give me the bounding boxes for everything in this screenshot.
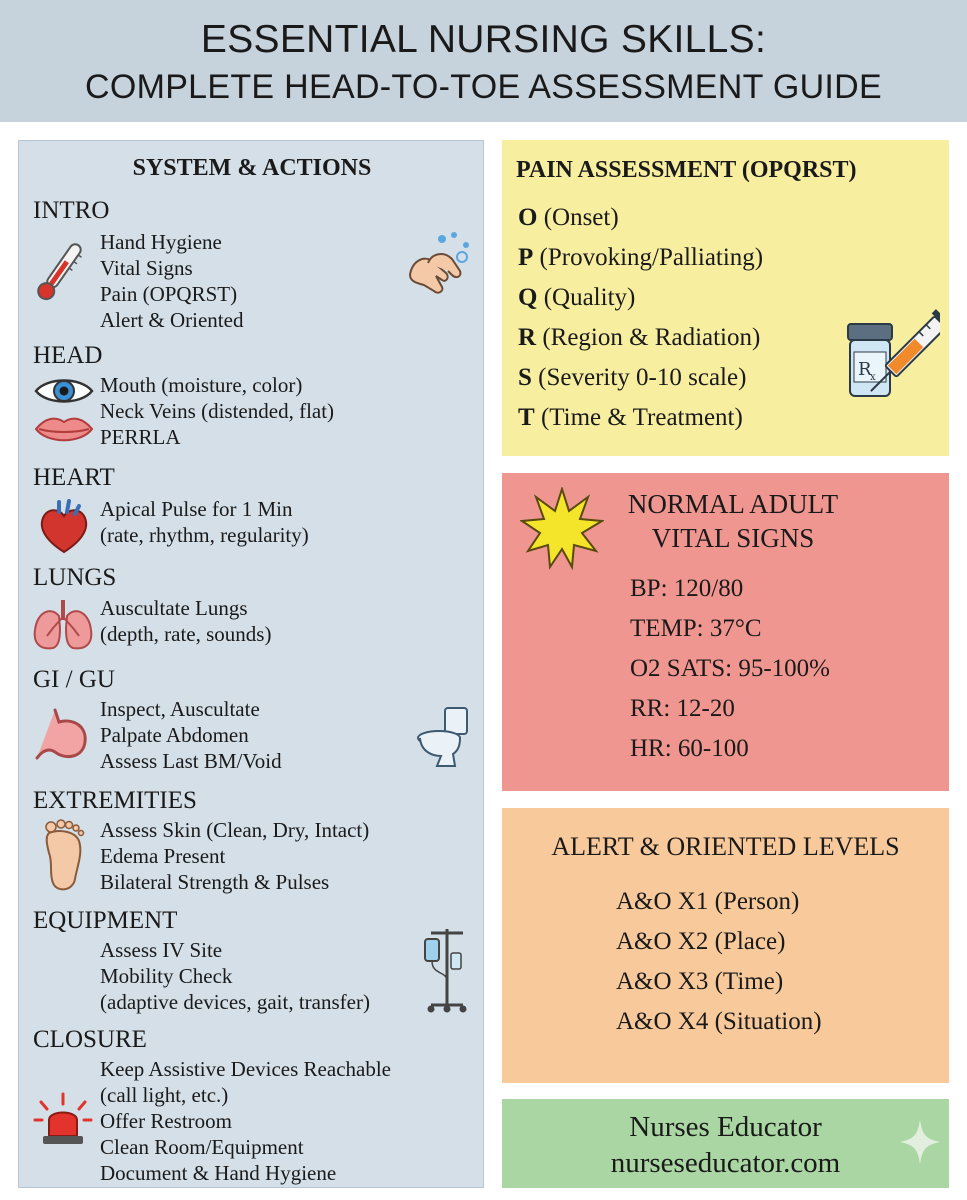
ao-item: A&O X1 (Person)	[616, 888, 800, 915]
action-item: (depth, rate, sounds)	[100, 622, 272, 646]
action-item: Assess IV Site	[100, 938, 223, 962]
ao-item: A&O X3 (Time)	[616, 968, 784, 995]
action-item: Palpate Abdomen	[100, 723, 249, 747]
action-item: Bilateral Strength & Pulses	[100, 870, 330, 894]
ao-item: A&O X2 (Place)	[616, 928, 786, 955]
section-heading: EQUIPMENT	[33, 907, 178, 934]
opqrst-text: (Onset)	[543, 204, 619, 231]
section-heading: CLOSURE	[33, 1026, 147, 1053]
opqrst-text: (Quality)	[543, 284, 636, 311]
brand-name: Nurses Educator	[629, 1111, 822, 1143]
vitals-title-line2: VITAL SIGNS	[651, 523, 815, 553]
action-item: (adaptive devices, gait, transfer)	[100, 990, 370, 1014]
vital-item: BP: 120/80	[630, 575, 744, 602]
iv-pole-icon	[417, 925, 473, 1015]
section-heading: HEART	[33, 464, 115, 491]
opqrst-item	[518, 324, 760, 352]
section-heading: INTRO	[33, 197, 110, 224]
section-heading: HEAD	[33, 342, 103, 369]
opqrst-item	[518, 284, 635, 312]
action-item: Pain (OPQRST)	[100, 282, 238, 306]
opqrst-letter: Q	[518, 284, 538, 311]
foot-icon	[39, 819, 89, 895]
starburst-icon	[520, 487, 604, 571]
opqrst-item	[518, 244, 763, 272]
action-item: Mobility Check	[100, 964, 233, 988]
action-item: Assess Skin (Clean, Dry, Intact)	[100, 818, 370, 842]
heart-icon	[35, 498, 93, 556]
ao-item: A&O X4 (Situation)	[616, 1008, 822, 1035]
section-heading: EXTREMITIES	[33, 787, 197, 814]
opqrst-text: (Severity 0-10 scale)	[538, 364, 747, 391]
opqrst-text: (Time & Treatment)	[540, 404, 743, 431]
toilet-icon	[415, 704, 471, 770]
action-item: Mouth (moisture, color)	[100, 373, 303, 397]
pain-title: PAIN ASSESSMENT (OPQRST)	[516, 157, 857, 183]
svg-text:x: x	[870, 372, 876, 383]
stomach-icon	[33, 706, 93, 766]
page-title: ESSENTIAL NURSING SKILLS:	[200, 18, 767, 61]
eye-icon	[33, 374, 95, 408]
opqrst-text: (Provoking/Palliating)	[539, 244, 764, 271]
opqrst-item	[518, 364, 746, 392]
vital-item: HR: 60-100	[630, 735, 749, 762]
section-heading: LUNGS	[33, 564, 117, 591]
action-item: Edema Present	[100, 844, 226, 868]
system-actions-panel	[18, 140, 484, 1188]
action-item: Vital Signs	[100, 256, 193, 280]
opqrst-item	[518, 404, 743, 432]
ao-title: ALERT & ORIENTED LEVELS	[551, 832, 900, 861]
action-item: Neck Veins (distended, flat)	[100, 399, 335, 423]
pain-assessment-card	[502, 140, 949, 456]
action-item: Inspect, Auscultate	[100, 697, 260, 721]
alarm-light-icon	[33, 1092, 93, 1146]
opqrst-letter: T	[518, 404, 535, 431]
vital-item: RR: 12-20	[630, 695, 735, 722]
action-item: Alert & Oriented	[100, 308, 244, 332]
action-item: PERRLA	[100, 425, 181, 449]
brand-footer	[502, 1099, 949, 1188]
section-heading: GI / GU	[33, 666, 115, 693]
alert-oriented-card	[502, 808, 949, 1083]
action-item: Keep Assistive Devices Reachable	[100, 1057, 391, 1081]
hand-washing-icon	[402, 229, 472, 299]
action-item: (call light, etc.)	[100, 1083, 229, 1107]
opqrst-letter: R	[518, 324, 537, 351]
svg-text:R: R	[858, 359, 872, 380]
page-header	[0, 0, 967, 122]
opqrst-letter: O	[518, 204, 538, 231]
opqrst-text: (Region & Radiation)	[542, 324, 761, 351]
medicine-vial-syringe-icon	[840, 300, 940, 420]
action-item: Auscultate Lungs	[100, 596, 248, 620]
opqrst-item	[518, 204, 619, 232]
vital-signs-card	[502, 473, 949, 791]
brand-url: nurseseducator.com	[610, 1147, 841, 1179]
opqrst-letter: P	[518, 244, 534, 271]
action-item: Hand Hygiene	[100, 230, 222, 254]
vitals-title-line1: NORMAL ADULT	[627, 489, 839, 519]
page-subtitle: COMPLETE HEAD-TO-TOE ASSESSMENT GUIDE	[84, 68, 883, 106]
lungs-icon	[31, 598, 95, 654]
action-item: Offer Restroom	[100, 1109, 232, 1133]
thermometer-icon	[29, 237, 89, 307]
action-item: (rate, rhythm, regularity)	[100, 523, 309, 547]
opqrst-letter: S	[518, 364, 532, 391]
vital-item: TEMP: 37°C	[630, 615, 762, 642]
vital-item: O2 SATS: 95-100%	[630, 655, 831, 682]
action-item: Clean Room/Equipment	[100, 1135, 304, 1159]
lips-icon	[33, 414, 95, 446]
action-item: Assess Last BM/Void	[100, 749, 282, 773]
panel-title: SYSTEM & ACTIONS	[132, 155, 372, 181]
action-item: Document & Hand Hygiene	[100, 1161, 337, 1185]
action-item: Apical Pulse for 1 Min	[100, 497, 293, 521]
sparkle-icon	[898, 1117, 942, 1167]
